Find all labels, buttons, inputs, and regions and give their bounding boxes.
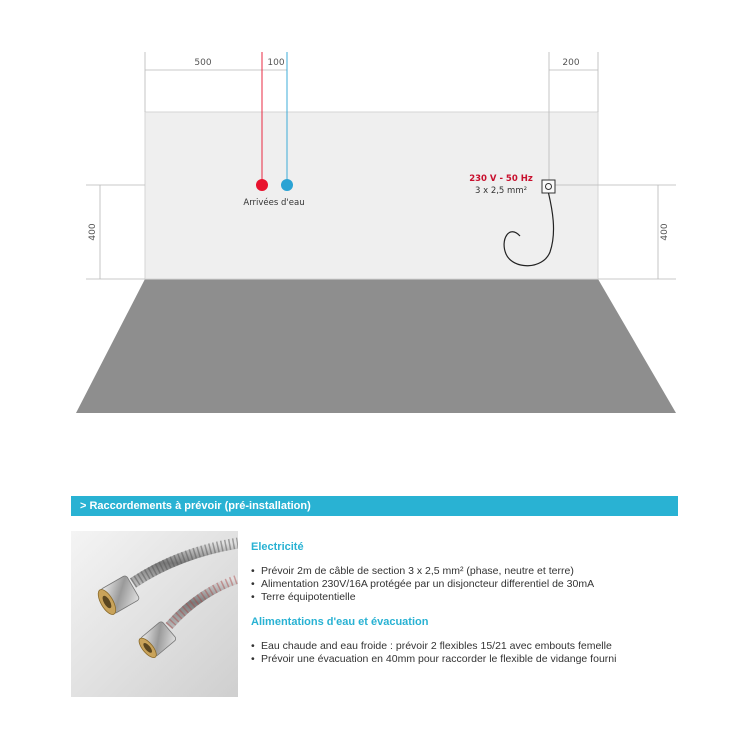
floor <box>76 279 676 413</box>
electrical-box-icon <box>542 180 555 193</box>
list-item: • Prévoir 2m de câble de section 3 x 2,5 mm² (phase, neutre et terre) <box>251 565 681 578</box>
voltage-label: 230 V - 50 Hz <box>469 174 533 184</box>
cable-spec-label: 3 x 2,5 mm² <box>474 186 528 196</box>
wall <box>145 112 598 279</box>
water-inlets-label: Arrivées d'eau <box>243 198 305 208</box>
water-title: Alimentations d'eau et évacuation <box>251 616 429 628</box>
electricity-list <box>251 565 681 604</box>
list-item: • Alimentation 230V/16A protégée par un disjoncteur differentiel de 30mA <box>251 578 681 591</box>
hot-water-inlet-icon <box>256 179 268 191</box>
dim-top-gap: 100 <box>267 58 285 68</box>
dim-top-right: 200 <box>562 58 580 68</box>
list-item: • Prévoir une évacuation en 40mm pour raccorder le flexible de vidange fourni <box>251 653 681 666</box>
electricity-title: Electricité <box>251 541 304 553</box>
connection-details <box>251 541 681 666</box>
dim-right-height: 400 <box>660 223 670 241</box>
connections-banner: > Raccordements à prévoir (pré-installation) <box>71 496 678 516</box>
cold-water-inlet-icon <box>281 179 293 191</box>
water-list <box>251 640 681 666</box>
dim-top-left: 500 <box>194 58 212 68</box>
list-item: • Eau chaude and eau froide : prévoir 2 flexibles 15/21 avec embouts femelle <box>251 640 681 653</box>
flexible-hoses-photo <box>71 531 238 697</box>
dim-left-height: 400 <box>88 223 98 241</box>
list-item: • Terre équipotentielle <box>251 591 681 604</box>
